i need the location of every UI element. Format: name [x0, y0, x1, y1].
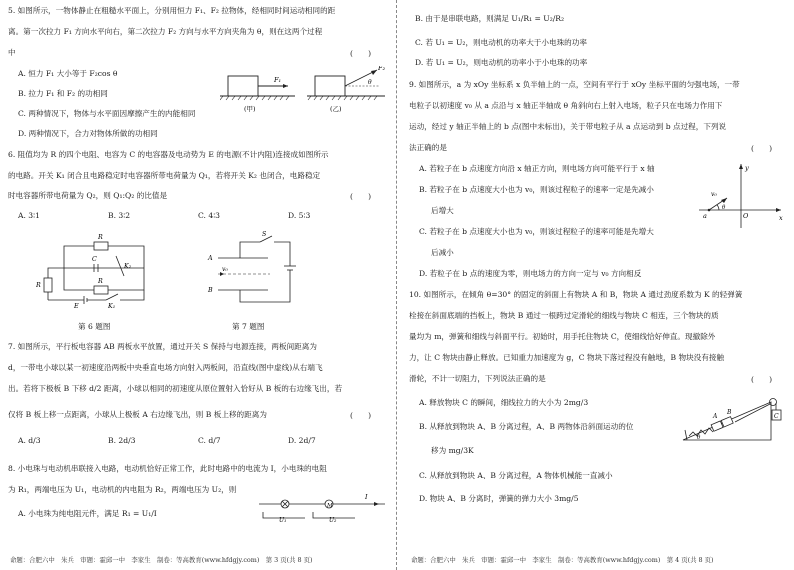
q5-label-f1: F₁ — [274, 76, 282, 84]
q6-option-b: B. 3∶2 — [108, 211, 131, 220]
q9-option-b-line2: 后增大 — [431, 206, 454, 215]
svg-text:C: C — [92, 256, 97, 263]
q5-option-a: A. 恒力 F₁ 大小等于 F₂cos θ — [18, 69, 118, 78]
q10-stem-line1: 10. 如图所示，在倾角 θ=30° 的固定的斜面上有物块 A 和 B，物块 A 通过劲度系数为 K 的轻弹簧 — [409, 290, 743, 299]
q7-capacitor-figure — [198, 228, 308, 310]
q9-label-theta: θ — [722, 205, 726, 211]
svg-text:E: E — [74, 303, 79, 310]
q5-label-f2: F₂ — [378, 66, 386, 72]
q9-label-x: x — [779, 214, 783, 222]
svg-text:v₀: v₀ — [222, 266, 228, 273]
svg-text:R: R — [36, 282, 41, 289]
q10-label-a: A — [713, 413, 718, 420]
q9-answer-paren: ( ) — [751, 144, 773, 153]
svg-text:R: R — [98, 278, 103, 285]
q5-caption-b: (乙) — [330, 105, 342, 113]
q10-label-theta: θ — [697, 435, 701, 441]
q9-stem-line1: 9. 如图所示，a 为 xOy 坐标系 x 负半轴上的一点，空间有平行于 xOy 坐标平面的匀强电场，一带 — [409, 80, 740, 89]
q8-stem-line2: 为 R₁，两端电压为 U₁，电动机的内电阻为 R₂，两端电压为 U₂，则 — [8, 485, 237, 494]
q5-stem-line1: 5. 如图所示，一物体静止在粗糙水平面上，分别用恒力 F₁、F₂ 拉物体，经相同时间运动相同的距 — [8, 6, 336, 15]
q10-stem-line2: 栓接在斜面底端的挡板上，物块 B 通过一根跨过定滑轮的细线与物块 C 相连，三个物块的质 — [409, 311, 719, 320]
svg-text:S: S — [262, 231, 267, 238]
q5-block-b — [315, 76, 345, 96]
q7-answer-paren: ( ) — [350, 411, 372, 420]
svg-text:K₁: K₁ — [108, 303, 116, 310]
q8-option-d: D. 若 U₁ = U₂，则电动机的功率小于小电珠的功率 — [415, 58, 588, 67]
svg-text:I: I — [365, 494, 368, 501]
q9-option-b-line1: B. 若粒子在 b 点速度大小也为 v₀，则该过程粒子的速率一定是先减小 — [419, 185, 654, 194]
q10-option-a: A. 释放物块 C 的瞬间，细线拉力的大小为 2mg/3 — [419, 398, 589, 407]
q9-label-y: y — [745, 164, 749, 172]
q5-stem-line3: 中 — [8, 48, 16, 57]
q9-label-v0: v₀ — [711, 191, 717, 198]
q9-option-c-line1: C. 若粒子在 b 点速度大小也为 v₀，则该过程粒子的速率可能是先增大 — [419, 227, 654, 236]
q6-option-d: D. 5∶3 — [288, 211, 311, 220]
q7-stem-line1: 7. 如图所示，平行板电容器 AB 两板水平放置，通过开关 S 保持与电源连接，两板间距离为 — [8, 342, 317, 351]
q5-figure — [220, 66, 390, 116]
svg-text:R: R — [98, 234, 103, 241]
q10-block-a — [711, 421, 723, 431]
q5-stem-line2: 离。第一次拉力 F₁ 方向水平向右，第二次拉力 F₂ 方向与水平方向夹角为 θ，则在这两个过程 — [8, 27, 323, 36]
q5-option-c: C. 两种情况下，物体与水平面因摩擦产生的内能相同 — [18, 109, 196, 118]
page-4 — [397, 0, 794, 570]
footer-page-4: 命题：合肥六中 朱兵 审题：霍邱一中 李家生 制卷：等高教育(www.hfdgjy.com) 第 4 页(共 8 页) — [411, 556, 714, 564]
q6-stem-line1: 6. 阻值均为 R 的四个电阻、电容为 C 的电容器及电动势为 E 的电源(不计内阻)连接成如图所示 — [8, 150, 329, 159]
q10-stem-line4: 力，让 C 物块由静止释放。已知重力加速度为 g，C 物块下落过程没有触地，B 物块没有接触 — [409, 353, 725, 362]
q10-option-b-line1: B. 从释放到物块 A、B 分离过程，A、B 两物体沿斜面运动的位 — [419, 422, 634, 431]
q8-stem-line1: 8. 小电珠与电动机串联接入电路，电动机恰好正常工作，此时电路中的电流为 I，小电珠的电阻 — [8, 464, 327, 473]
q5-option-b: B. 拉力 F₁ 和 F₂ 的功相同 — [18, 89, 108, 98]
q10-answer-paren: ( ) — [751, 375, 773, 384]
q10-option-d: D. 物块 A、B 分离时，弹簧的弹力大小 3mg/5 — [419, 494, 579, 503]
q6-answer-paren: ( ) — [350, 192, 372, 201]
q10-stem-line3: 量均为 m，弹簧和细线与斜面平行。初始时，用手托住物块 C，使细线恰好伸直。现撤除外 — [409, 332, 716, 341]
q10-label-b: B — [727, 409, 732, 416]
q10-stem-line5: 滑轮，不计一切阻力，下列说法正确的是 — [409, 374, 546, 383]
q6-stem-line3: 时电容器所带电荷量为 Q₂，则 Q₁:Q₂ 的比值是 — [8, 191, 168, 200]
q9-option-d: D. 若粒子在 b 点的速度为零，则电场力的方向一定与 v₀ 方向相反 — [419, 269, 642, 278]
q6-option-a: A. 3∶1 — [18, 211, 40, 220]
svg-text:U₁: U₁ — [279, 517, 287, 524]
svg-text:A: A — [208, 255, 213, 262]
q10-incline-figure — [675, 390, 785, 450]
q6-figure-caption: 第 6 题图 — [78, 322, 111, 331]
q5-option-d: D. 两种情况下，合力对物体所做的功相同 — [18, 129, 158, 138]
q7-stem-line3: 出。若将下极板 B 下移 d/2 距离，小球以相同的初速度从原位置射入恰好从 B 板的右边缘飞出，若 — [8, 384, 343, 393]
svg-text:K₂: K₂ — [124, 263, 132, 270]
q7-option-a: A. d/3 — [18, 436, 41, 445]
q7-option-c: C. d/7 — [198, 436, 221, 445]
q9-option-c-line2: 后减小 — [431, 248, 454, 257]
q6-stem-line2: 的电路。开关 K₁ 闭合且电路稳定时电容器所带电荷量为 Q₁，若将开关 K₂ 也闭合，电路稳定 — [8, 171, 321, 180]
svg-text:M: M — [327, 503, 333, 509]
svg-text:U₂: U₂ — [329, 517, 337, 524]
q5-block-a — [228, 76, 258, 96]
q10-label-c: C — [774, 413, 779, 420]
q5-label-theta: θ — [368, 79, 372, 86]
q8-option-c: C. 若 U₁ = U₂，则电动机的功率大于小电珠的功率 — [415, 38, 587, 47]
q8-circuit-figure — [255, 482, 390, 524]
q5-answer-paren: ( ) — [350, 49, 372, 58]
q5-caption-a: (甲) — [244, 105, 256, 113]
q7-stem-line4: 仅将 B 板上移一点距离，小球从上极板 A 右边缘飞出，则 B 板上移的距离为 — [8, 410, 267, 419]
q9-stem-line4: 法正确的是 — [409, 143, 447, 152]
q7-option-d: D. 2d/7 — [288, 436, 316, 445]
q7-stem-line2: d，一带电小球以某一初速度沿两板中央垂直电场方向射入两板间，沿直线(图中虚线)从右端飞 — [8, 363, 323, 372]
q9-coordinate-figure — [697, 160, 787, 230]
q10-block-b — [721, 417, 733, 427]
q9-option-a: A. 若粒子在 b 点速度方向沿 x 轴正方向，则电场方向可能平行于 x 轴 — [419, 164, 655, 173]
q10-option-c: C. 从释放到物块 A、B 分离过程，A 物体机械能一直减小 — [419, 471, 613, 480]
q8-option-b: B. 由于是串联电路，则满足 U₁/R₁ = U₂/R₂ — [415, 14, 565, 23]
q6-option-c: C. 4∶3 — [198, 211, 221, 220]
svg-text:B: B — [208, 287, 213, 294]
q7-figure-caption: 第 7 题图 — [232, 322, 265, 331]
footer-page-3: 命题：合肥六中 朱兵 审题：霍邱一中 李家生 制卷：等高教育(www.hfdgjy.com) 第 3 页(共 8 页) — [10, 556, 313, 564]
q9-stem-line3: 运动，经过 y 轴正半轴上的 b 点(图中未标出)，关于带电粒子从 a 点运动到 b 点过程，下列说 — [409, 122, 727, 131]
q10-option-b-line2: 移为 mg/3K — [431, 446, 474, 455]
q6-circuit-figure — [36, 228, 156, 310]
q9-label-a: a — [703, 212, 707, 220]
q7-option-b: B. 2d/3 — [108, 436, 136, 445]
q8-option-a: A. 小电珠为纯电阻元件，满足 R₁ = U₁/I — [18, 509, 157, 518]
q9-label-o: O — [743, 212, 749, 220]
q9-stem-line2: 电粒子以初速度 v₀ 从 a 点沿与 x 轴正半轴成 θ 角斜向右上射入电场，粒子只在电场力作用下 — [409, 101, 723, 110]
